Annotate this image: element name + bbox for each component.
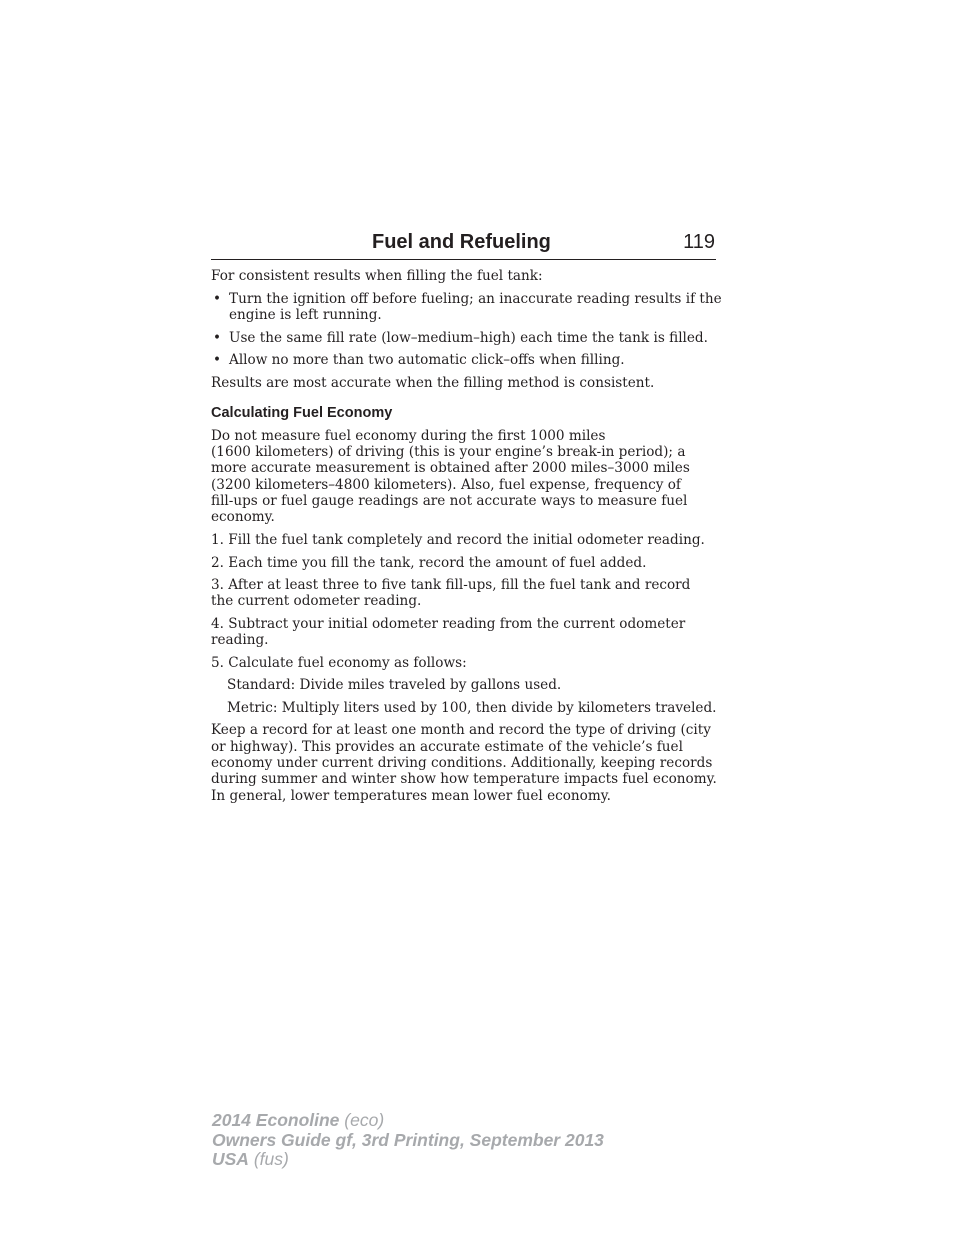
footer-market-code: (fus) [253, 1149, 289, 1169]
paragraph-line: fill-ups or fuel gauge readings are not accurate ways to measure fuel [211, 493, 688, 509]
intro-text: For consistent results when filling the fuel tank: [211, 268, 543, 284]
paragraph-line: economy under current driving conditions. Additionally, keeping records [211, 755, 713, 771]
paragraph-line: or highway). This provides an accurate estimate of the vehicle’s fuel [211, 739, 683, 755]
bullet-icon: • [213, 291, 222, 307]
paragraph-line: Keep a record for at least one month and record the type of driving (city [211, 722, 711, 738]
metric-formula: Metric: Multiply liters used by 100, then divide by kilometers traveled. [227, 700, 717, 716]
footer-model-line [212, 1111, 604, 1131]
step-line: 1. Fill the fuel tank completely and record the initial odometer reading. [211, 532, 705, 548]
bullet-icon: • [213, 330, 222, 346]
step-line: the current odometer reading. [211, 593, 422, 609]
bullet-text-line: engine is left running. [229, 307, 382, 323]
standard-formula: Standard: Divide miles traveled by gallons used. [227, 677, 562, 693]
footer-market-line [212, 1150, 604, 1170]
footer-model-code: (eco) [344, 1110, 385, 1130]
manual-page [211, 228, 722, 804]
footer-guide-line [212, 1131, 604, 1151]
page-number: 119 [683, 231, 715, 253]
paragraph-line: economy. [211, 509, 275, 525]
bullet-text-line: Allow no more than two automatic click–offs when filling. [229, 352, 625, 368]
results-note: Results are most accurate when the filling method is consistent. [211, 375, 655, 391]
page-header [211, 228, 716, 260]
page-footer [212, 1111, 604, 1170]
paragraph-line: (1600 kilometers) of driving (this is your engine’s break-in period); a [211, 444, 686, 460]
paragraph-line: (3200 kilometers–4800 kilometers). Also, fuel expense, frequency of [211, 477, 681, 493]
footer-model: 2014 Econoline [212, 1110, 340, 1130]
footer-market: USA [212, 1149, 249, 1169]
section-title: Fuel and Refueling [372, 231, 551, 253]
step-line: reading. [211, 632, 269, 648]
step-line: 4. Subtract your initial odometer reading from the current odometer [211, 616, 686, 632]
step-line: 2. Each time you fill the tank, record the amount of fuel added. [211, 555, 647, 571]
paragraph-line: during summer and winter show how temperature impacts fuel economy. [211, 771, 717, 787]
footer-guide: Owners Guide gf, 3rd Printing, September 2013 [212, 1129, 604, 1150]
bullet-icon: • [213, 352, 222, 368]
paragraph-line: more accurate measurement is obtained after 2000 miles–3000 miles [211, 460, 690, 476]
bullet-text-line: Use the same fill rate (low–medium–high) each time the tank is filled. [229, 330, 708, 346]
subheading: Calculating Fuel Economy [211, 405, 393, 421]
paragraph-line: Do not measure fuel economy during the first 1000 miles [211, 428, 606, 444]
step-line: 5. Calculate fuel economy as follows: [211, 655, 467, 671]
bullet-text-line: Turn the ignition off before fueling; an inaccurate reading results if the [229, 291, 722, 307]
paragraph-line: In general, lower temperatures mean lower fuel economy. [211, 788, 611, 804]
step-line: 3. After at least three to five tank fill-ups, fill the fuel tank and record [211, 577, 691, 593]
